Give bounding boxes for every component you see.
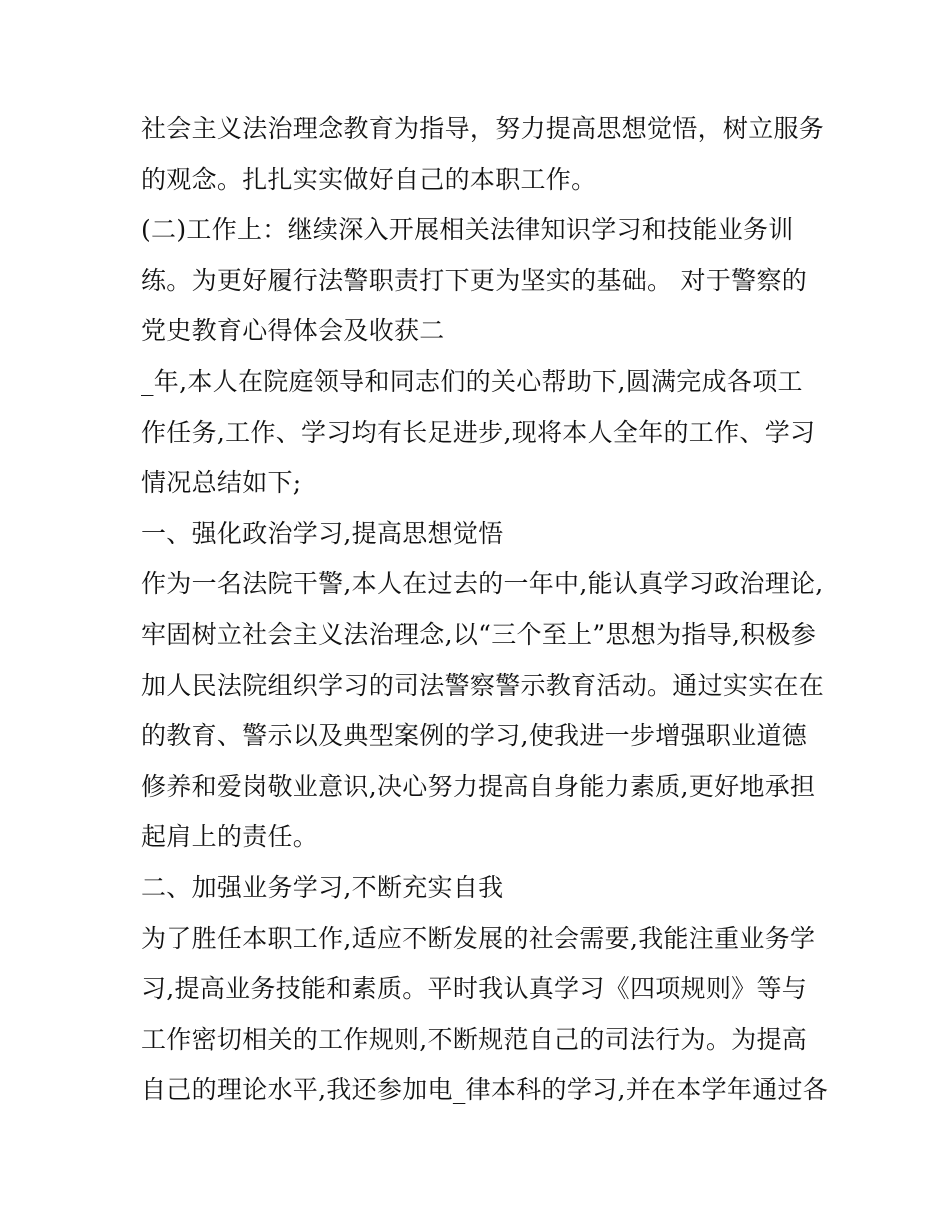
heading-business-study: 二、加强业务学习,不断充实自我 [141, 872, 504, 902]
text-line: 的教育、警示以及典型案例的学习,使我进一步增强职业道德 [141, 721, 808, 751]
text-line: 修养和爱岗敬业意识,决心努力提高自身能力素质,更好地承担 [141, 771, 816, 801]
text-line: (二)工作上：继续深入开展相关法律知识学习和技能业务训 [141, 215, 794, 245]
text-line: 社会主义法治理念教育为指导，努力提高思想觉悟，树立服务 [141, 114, 825, 143]
section-title: 党史教育心得体会及收获二 [141, 316, 445, 346]
text-line: 牢固树立社会主义法治理念,以“三个至上”思想为指导,积极参 [141, 619, 817, 649]
text-line: _年,本人在院庭领导和同志们的关心帮助下,圆满完成各项工 [141, 366, 803, 396]
heading-political-study: 一、强化政治学习,提高思想觉悟 [141, 518, 504, 548]
text-line: 起肩上的责任。 [141, 822, 319, 852]
text-line: 自己的理论水平,我还参加电_律本科的学习,并在本学年通过各 [141, 1075, 829, 1105]
text-line: 为了胜任本职工作,适应不断发展的社会需要,我能注重业务学 [141, 923, 816, 953]
text-line: 作任务,工作、学习均有长足进步,现将本人全年的工作、学习 [141, 417, 816, 447]
text-line: 加人民法院组织学习的司法警察警示教育活动。通过实实在在 [141, 670, 825, 700]
body-text [141, 104, 829, 1116]
text-line: 习,提高业务技能和素质。平时我认真学习《四项规则》等与 [141, 974, 808, 1004]
text-line: 工作密切相关的工作规则,不断规范自己的司法行为。为提高 [141, 1024, 808, 1054]
text-line: 作为一名法院干警,本人在过去的一年中,能认真学习政治理论, [141, 569, 824, 599]
text-line: 练。为更好履行法警职责打下更为坚实的基础。 对于警察的 [141, 265, 808, 295]
text-line: 的观念。扎扎实实做好自己的本职工作。 [141, 164, 597, 194]
text-line: 情况总结如下; [141, 468, 302, 498]
